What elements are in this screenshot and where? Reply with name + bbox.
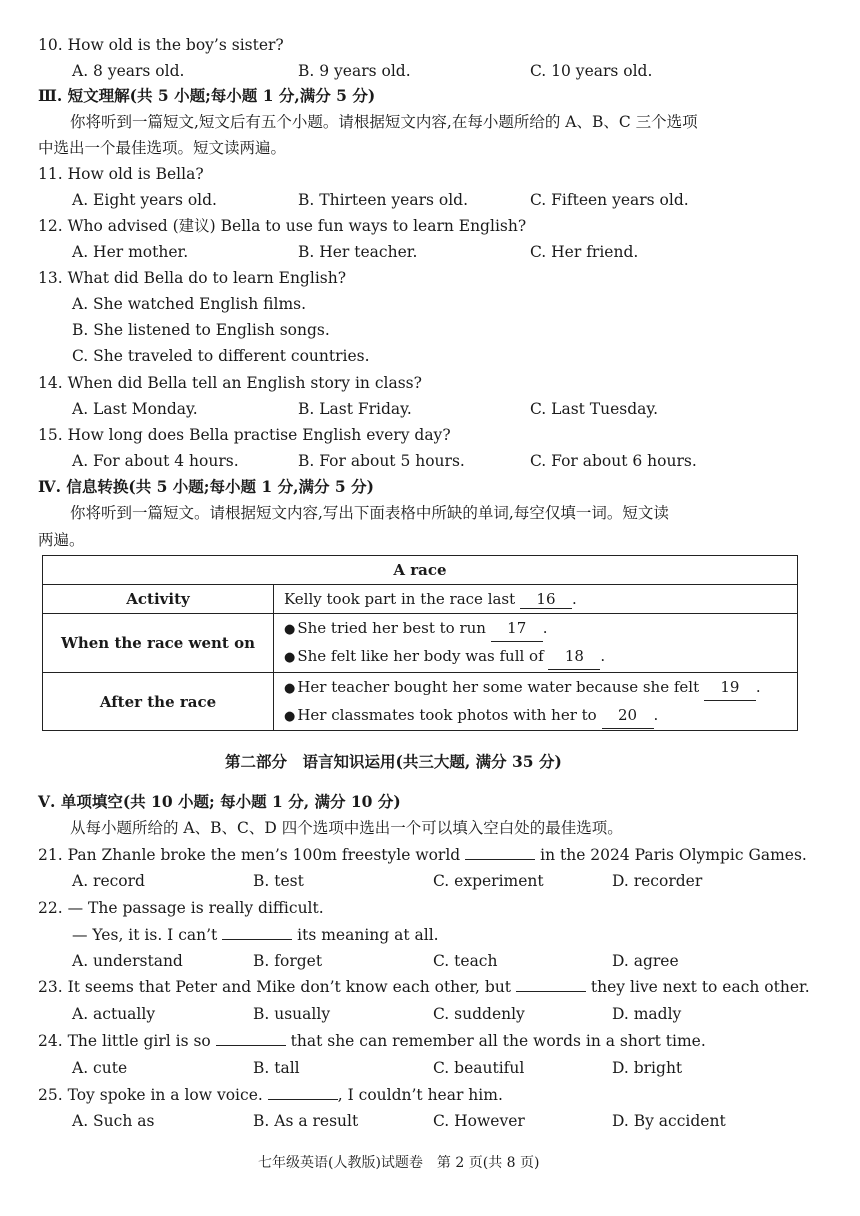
option-c: C. suddenly	[433, 1005, 525, 1023]
question-number: 11.	[38, 165, 63, 183]
question-10	[38, 35, 284, 55]
section-4-title: Ⅳ. 信息转换(共 5 小题;每小题 1 分,满分 5 分)	[38, 477, 374, 496]
blank-17: 17	[491, 615, 543, 642]
question-text: It seems that Peter and Mike don’t know each other, but	[67, 978, 512, 996]
period: .	[571, 589, 577, 608]
option-c: C. She traveled to different countries.	[72, 347, 370, 365]
option-b: B. 9 years old.	[298, 62, 411, 80]
option-d: D. bright	[612, 1059, 683, 1077]
question-15	[38, 425, 451, 445]
option-a: A. understand	[72, 952, 183, 970]
answer-blank	[268, 1085, 338, 1100]
table-row	[43, 673, 798, 731]
question-text: — Yes, it is. I can’t	[72, 926, 218, 944]
row-text: Her teacher bought her some water because she felt	[297, 677, 700, 696]
blank-18: 18	[548, 643, 600, 670]
question-22-reply	[72, 925, 439, 945]
option-c: C. beautiful	[433, 1059, 525, 1077]
row-text: She tried her best to run	[297, 619, 486, 637]
option-a: A. 8 years old.	[72, 62, 185, 80]
question-text: How old is the boy’s sister?	[67, 36, 284, 54]
option-c: C. Last Tuesday.	[530, 400, 659, 418]
section-4-instruction-cont: 两遍。	[38, 531, 85, 549]
table-title-row	[43, 556, 798, 585]
option-b: B. Her teacher.	[298, 243, 418, 261]
bullet-icon: ●	[284, 680, 296, 696]
option-c: C. 10 years old.	[530, 62, 653, 80]
option-c: C. For about 6 hours.	[530, 452, 697, 470]
option-a: A. record	[72, 872, 145, 890]
question-12	[38, 216, 526, 236]
question-text-end: in the 2024 Paris Olympic Games.	[540, 846, 807, 864]
question-number: 15.	[38, 426, 63, 444]
question-13	[38, 268, 346, 288]
question-number: 21.	[38, 846, 63, 864]
option-d: D. By accident	[612, 1112, 726, 1130]
question-number: 22.	[38, 899, 63, 917]
period: .	[653, 705, 659, 724]
option-b: B. forget	[253, 952, 323, 970]
question-14	[38, 373, 422, 393]
question-text-end: , I couldn’t hear him.	[337, 1086, 503, 1104]
option-b: B. test	[253, 872, 304, 890]
page-footer: 七年级英语(人教版)试题卷 第 2 页(共 8 页)	[258, 1155, 540, 1171]
option-a: A. actually	[72, 1005, 156, 1023]
question-text-end: that she can remember all the words in a short time.	[290, 1032, 706, 1050]
question-number: 23.	[38, 978, 63, 996]
row-content	[274, 585, 798, 614]
period: .	[542, 619, 548, 637]
question-text: Pan Zhanle broke the men’s 100m freestyle world	[67, 846, 461, 864]
question-number: 12.	[38, 217, 63, 235]
option-a: A. Such as	[72, 1112, 155, 1130]
table-row	[43, 614, 798, 673]
section-3-instruction: 你将听到一篇短文,短文后有五个小题。请根据短文内容,在每小题所给的 A、B、C 三个选项	[70, 113, 698, 131]
row-content	[274, 673, 798, 731]
answer-blank	[465, 845, 535, 860]
option-c: C. experiment	[433, 872, 544, 890]
bullet-item	[284, 702, 787, 730]
option-c: C. Fifteen years old.	[530, 191, 689, 209]
row-text: Her classmates took photos with her to	[297, 705, 597, 724]
row-text: Kelly took part in the race last	[284, 589, 516, 608]
section-3-title: Ⅲ. 短文理解(共 5 小题;每小题 1 分,满分 5 分)	[38, 86, 376, 105]
question-number: 14.	[38, 374, 63, 392]
answer-blank	[216, 1031, 286, 1046]
question-text-end: its meaning at all.	[297, 926, 439, 944]
question-number: 10.	[38, 36, 63, 54]
bullet-item	[284, 643, 787, 671]
question-text-end: they live next to each other.	[590, 978, 810, 996]
section-5-instruction: 从每小题所给的 A、B、C、D 四个选项中选出一个可以填入空白处的最佳选项。	[70, 819, 623, 837]
question-24	[38, 1031, 706, 1051]
section-3-instruction-cont: 中选出一个最佳选项。短文读两遍。	[38, 139, 287, 157]
question-text: When did Bella tell an English story in class?	[67, 374, 422, 392]
option-d: D. recorder	[612, 872, 703, 890]
option-b: B. She listened to English songs.	[72, 321, 330, 339]
option-a: A. Last Monday.	[72, 400, 198, 418]
question-25	[38, 1085, 503, 1105]
option-a: A. cute	[72, 1059, 128, 1077]
question-text: — The passage is really difficult.	[67, 899, 324, 917]
question-21	[38, 845, 807, 865]
option-b: B. Thirteen years old.	[298, 191, 469, 209]
row-label-during: When the race went on	[43, 614, 274, 673]
answer-blank	[222, 925, 292, 940]
question-number: 13.	[38, 269, 63, 287]
bullet-item	[284, 615, 787, 643]
option-b: B. As a result	[253, 1112, 359, 1130]
row-content	[274, 614, 798, 673]
option-c: C. Her friend.	[530, 243, 639, 261]
question-11	[38, 164, 204, 184]
question-text: The little girl is so	[67, 1032, 211, 1050]
option-b: B. Last Friday.	[298, 400, 412, 418]
question-text: How old is Bella?	[67, 165, 204, 183]
question-22	[38, 898, 324, 918]
period: .	[755, 677, 761, 696]
question-23	[38, 977, 810, 997]
question-text: Toy spoke in a low voice.	[67, 1086, 263, 1104]
row-label-after: After the race	[43, 673, 274, 731]
option-c: C. However	[433, 1112, 525, 1130]
option-a: A. Eight years old.	[72, 191, 217, 209]
option-a: A. Her mother.	[72, 243, 189, 261]
period: .	[600, 647, 606, 665]
table-row	[43, 585, 798, 614]
option-b: B. For about 5 hours.	[298, 452, 465, 470]
bullet-icon: ●	[284, 622, 296, 637]
answer-blank	[516, 977, 586, 992]
option-b: B. usually	[253, 1005, 331, 1023]
option-b: B. tall	[253, 1059, 300, 1077]
question-text: How long does Bella practise English every day?	[67, 426, 451, 444]
option-a: A. She watched English films.	[72, 295, 307, 313]
option-a: A. For about 4 hours.	[72, 452, 239, 470]
bullet-icon: ●	[284, 650, 296, 665]
option-d: D. madly	[612, 1005, 682, 1023]
blank-20: 20	[602, 702, 654, 729]
option-c: C. teach	[433, 952, 498, 970]
section-4-instruction: 你将听到一篇短文。请根据短文内容,写出下面表格中所缺的单词,每空仅填一词。短文读	[70, 504, 669, 522]
bullet-item	[284, 674, 787, 702]
question-text: Who advised (建议) Bella to use fun ways to learn English?	[67, 217, 527, 235]
section-5-title: Ⅴ. 单项填空(共 10 小题; 每小题 1 分, 满分 10 分)	[38, 792, 401, 811]
blank-19: 19	[704, 674, 756, 701]
info-table	[42, 555, 798, 731]
option-d: D. agree	[612, 952, 679, 970]
question-number: 24.	[38, 1032, 63, 1050]
bullet-icon: ●	[284, 708, 296, 724]
blank-16: 16	[520, 590, 572, 609]
table-title: A race	[43, 556, 798, 585]
row-text: She felt like her body was full of	[297, 647, 544, 665]
question-text: What did Bella do to learn English?	[67, 269, 347, 287]
question-number: 25.	[38, 1086, 63, 1104]
part-2-title: 第二部分 语言知识运用(共三大题, 满分 35 分)	[225, 752, 562, 771]
row-label-activity: Activity	[43, 585, 274, 614]
